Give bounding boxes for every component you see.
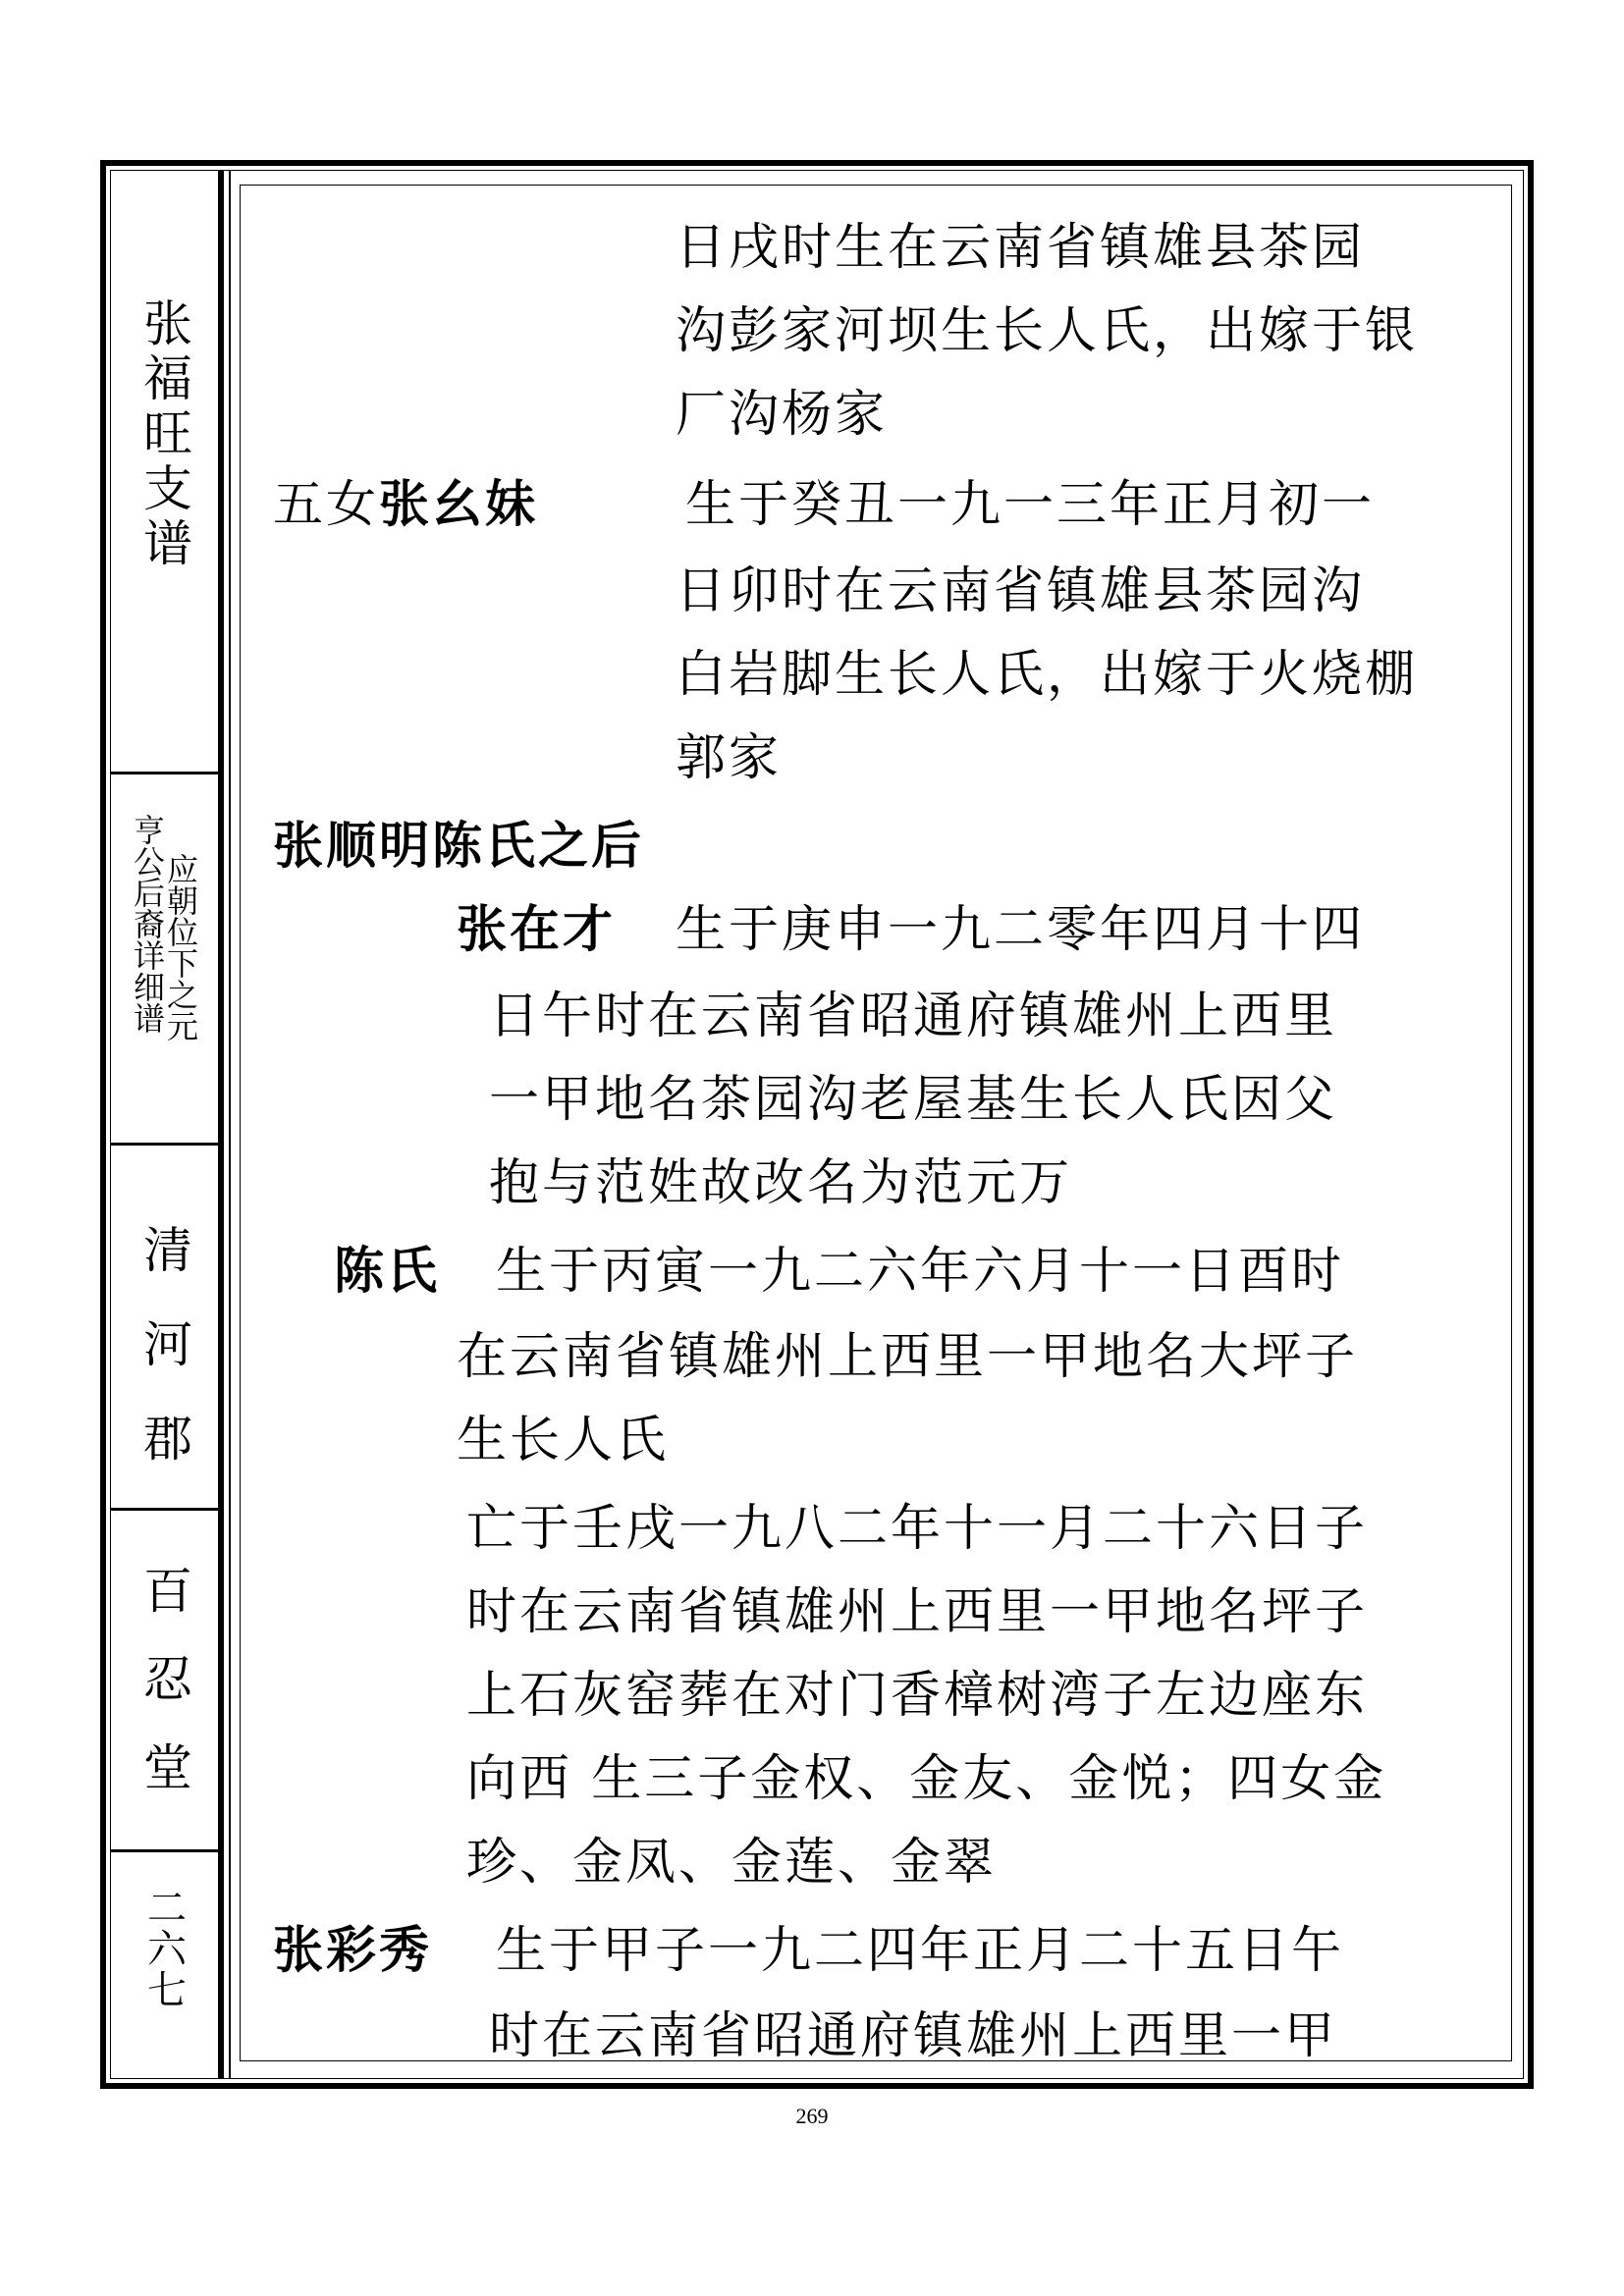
sidebar-title-cell	[110, 170, 218, 774]
genealogy-title: 张福旺支谱	[135, 297, 192, 572]
text-line: 日卯时在云南省镇雄县茶园沟	[676, 562, 1366, 620]
hall-name: 百忍堂	[135, 1565, 192, 1830]
sidebar-hall-cell	[110, 1511, 218, 1852]
text-line: 生长人氏	[457, 1412, 670, 1469]
text-line: 郭家	[676, 729, 783, 787]
person-name: 陈氏	[334, 1243, 441, 1301]
text-line: 时在云南省镇雄州上西里一甲地名坪子	[466, 1583, 1369, 1641]
text-line: 上石灰窑葬在对门香樟树湾子左边座东	[466, 1667, 1369, 1725]
sidebar-page-cell	[110, 1852, 218, 2079]
text-line: 抱与范姓故改名为范元万	[489, 1154, 1073, 1212]
sidebar	[110, 170, 218, 2079]
text-line: 日午时在云南省昭通府镇雄州上西里	[489, 988, 1338, 1045]
text-line: 在云南省镇雄州上西里一甲地名大坪子	[457, 1328, 1359, 1386]
sidebar-divider-thin	[229, 170, 231, 2079]
sidebar-desc-cell	[110, 774, 218, 1146]
text-line: 生于甲子一九二四年正月二十五日午	[496, 1922, 1345, 1980]
text-line: 亡于壬戌一九八二年十一月二十六日子	[466, 1500, 1369, 1558]
relation-label: 五女	[273, 476, 380, 534]
text-line: 生于丙寅一九二六年六月十一日酉时	[496, 1243, 1345, 1301]
text-line: 时在云南省昭通府镇雄州上西里一甲	[489, 2007, 1338, 2065]
sidebar-commandery-cell	[110, 1146, 218, 1511]
lineage-desc-col2: 亨公后裔详细谱	[129, 814, 166, 1034]
person-name: 张在才	[457, 901, 617, 959]
text-line: 生于癸丑一九一三年正月初一	[685, 476, 1376, 534]
text-line: 白岩脚生长人氏，出嫁于火烧棚	[676, 646, 1419, 704]
text-line: 一甲地名茶园沟老屋基生长人氏因父	[489, 1071, 1338, 1129]
entry-person	[457, 888, 616, 961]
commandery-name: 清河郡	[135, 1224, 192, 1507]
text-line: 沟彭家河坝生长人氏，出嫁于银	[676, 302, 1419, 360]
text-line: 生于庚申一九二零年四月十四	[676, 901, 1366, 959]
entry-person	[334, 1230, 440, 1303]
lineage-description	[131, 774, 197, 1138]
lineage-desc-col1: 应朝位下之元	[162, 853, 199, 1041]
page-number: 269	[795, 2104, 829, 2128]
text-line: 厂沟杨家	[676, 386, 889, 444]
person-name: 张幺妹	[379, 476, 539, 534]
sidebar-divider	[218, 170, 224, 2079]
entry-daughter-5	[273, 463, 538, 536]
section-heading	[273, 805, 644, 878]
text-line: 日戌时生在云南省镇雄县茶园	[676, 219, 1366, 277]
text-line: 向西 生三子金权、金友、金悦；四女金	[466, 1750, 1387, 1808]
section-heading-text: 张顺明陈氏之后	[273, 818, 645, 876]
person-name: 张彩秀	[273, 1922, 433, 1980]
chinese-page-number: 二六七	[140, 1887, 187, 2010]
text-line: 珍、金凤、金莲、金翠	[466, 1834, 998, 1892]
entry-person	[273, 1909, 432, 1982]
